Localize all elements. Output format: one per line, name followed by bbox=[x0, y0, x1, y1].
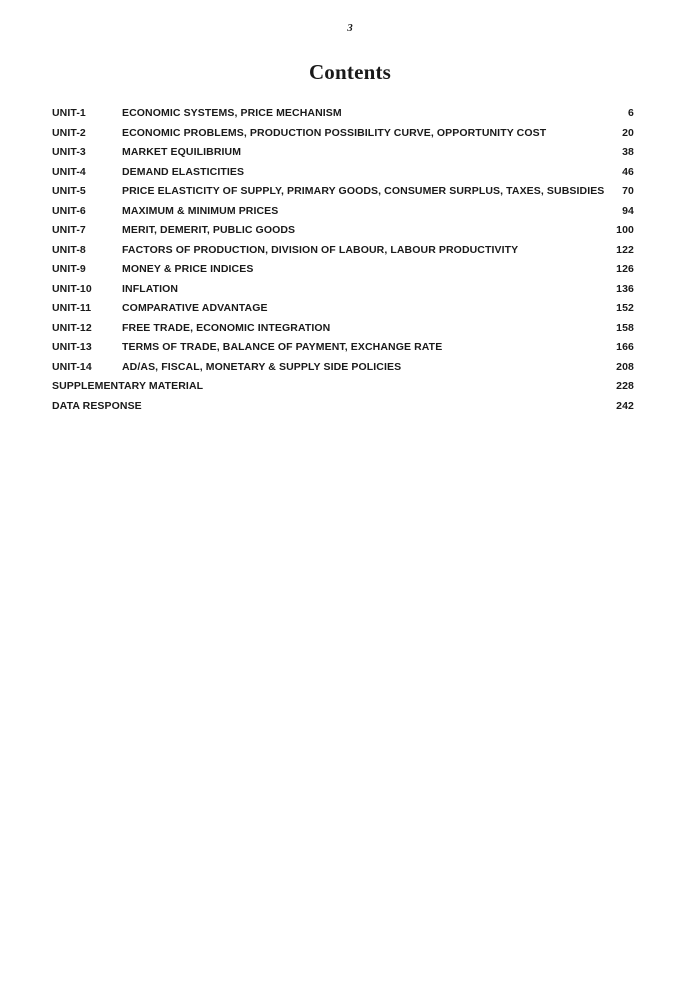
toc-entry-title: TERMS OF TRADE, BALANCE OF PAYMENT, EXCHANGE RATE bbox=[122, 341, 443, 353]
page-number: 3 bbox=[347, 22, 353, 34]
toc-unit-label: UNIT-12 bbox=[52, 321, 92, 334]
toc-unit-label: UNIT-1 bbox=[52, 107, 86, 119]
toc-entry-title: FREE TRADE, ECONOMIC INTEGRATION bbox=[122, 321, 331, 334]
toc-entry-unit-7[interactable] bbox=[52, 221, 634, 241]
toc-unit-label: UNIT-9 bbox=[52, 263, 86, 275]
toc-entry-title: MERIT, DEMERIT, PUBLIC GOODS bbox=[122, 224, 296, 236]
toc-entry-unit-9[interactable] bbox=[52, 260, 634, 280]
toc-unit-label: UNIT-14 bbox=[52, 360, 92, 373]
toc-unit-label: UNIT-6 bbox=[52, 204, 86, 217]
toc-unit-label: UNIT-10 bbox=[52, 282, 92, 295]
toc-entry-supplementary-material[interactable] bbox=[52, 377, 634, 397]
toc-unit-label: UNIT-4 bbox=[52, 165, 86, 178]
table-of-contents bbox=[52, 104, 634, 416]
toc-page-number: 20 bbox=[622, 126, 634, 139]
toc-unit-label: UNIT-7 bbox=[52, 224, 86, 236]
toc-entry-unit-14[interactable] bbox=[52, 358, 634, 378]
toc-entry-title: ECONOMIC PROBLEMS, PRODUCTION POSSIBILITY CURVE, OPPORTUNITY COST bbox=[122, 126, 547, 139]
toc-entry-unit-4[interactable] bbox=[52, 163, 634, 183]
toc-page-number: 70 bbox=[622, 185, 634, 197]
toc-entry-title: FACTORS OF PRODUCTION, DIVISION OF LABOUR, LABOUR PRODUCTIVITY bbox=[122, 243, 519, 256]
toc-page-number: 208 bbox=[616, 360, 634, 373]
toc-page-number: 152 bbox=[616, 302, 634, 314]
toc-unit-label: UNIT-5 bbox=[52, 185, 86, 197]
toc-entry-unit-13[interactable] bbox=[52, 338, 634, 358]
toc-entry-title: MARKET EQUILIBRIUM bbox=[122, 146, 242, 158]
toc-entry-unit-11[interactable] bbox=[52, 299, 634, 319]
toc-unit-label: UNIT-13 bbox=[52, 341, 92, 353]
toc-entry-title: ECONOMIC SYSTEMS, PRICE MECHANISM bbox=[122, 107, 342, 119]
toc-page-number: 94 bbox=[622, 204, 634, 217]
toc-entry-unit-8[interactable] bbox=[52, 241, 634, 261]
toc-page-number: 122 bbox=[616, 243, 634, 256]
toc-entry-title: COMPARATIVE ADVANTAGE bbox=[122, 302, 268, 314]
toc-unit-label: UNIT-8 bbox=[52, 243, 86, 256]
toc-entry-title: MONEY & PRICE INDICES bbox=[122, 263, 254, 275]
toc-entry-title: INFLATION bbox=[122, 282, 179, 295]
toc-entry-unit-1[interactable] bbox=[52, 104, 634, 124]
toc-entry-unit-5[interactable] bbox=[52, 182, 634, 202]
toc-page-number: 242 bbox=[616, 399, 634, 412]
toc-page-number: 126 bbox=[616, 263, 634, 275]
toc-page-number: 228 bbox=[616, 380, 634, 392]
toc-unit-label: UNIT-2 bbox=[52, 126, 86, 139]
toc-page-number: 6 bbox=[628, 107, 634, 119]
toc-unit-label: UNIT-3 bbox=[52, 146, 86, 158]
toc-entry-title: PRICE ELASTICITY OF SUPPLY, PRIMARY GOODS, CONSUMER SURPLUS, TAXES, SUBSIDIES bbox=[122, 185, 605, 197]
toc-entry-unit-2[interactable] bbox=[52, 124, 634, 144]
toc-entry-title: MAXIMUM & MINIMUM PRICES bbox=[122, 204, 279, 217]
toc-entry-title: DEMAND ELASTICITIES bbox=[122, 165, 245, 178]
toc-page-number: 46 bbox=[622, 165, 634, 178]
toc-entry-unit-10[interactable] bbox=[52, 280, 634, 300]
toc-entry-title: AD/AS, FISCAL, MONETARY & SUPPLY SIDE POLICIES bbox=[122, 360, 402, 373]
toc-page-number: 100 bbox=[616, 224, 634, 236]
toc-page-number: 136 bbox=[616, 282, 634, 295]
toc-page-number: 158 bbox=[616, 321, 634, 334]
toc-unit-label: UNIT-11 bbox=[52, 302, 92, 314]
toc-page-number: 38 bbox=[622, 146, 634, 158]
toc-entry-unit-12[interactable] bbox=[52, 319, 634, 339]
toc-entry-title: DATA RESPONSE bbox=[52, 399, 142, 412]
toc-entry-unit-6[interactable] bbox=[52, 202, 634, 222]
page-title: Contents bbox=[308, 60, 392, 84]
toc-entry-unit-3[interactable] bbox=[52, 143, 634, 163]
toc-page-number: 166 bbox=[616, 341, 634, 353]
toc-entry-title: SUPPLEMENTARY MATERIAL bbox=[52, 380, 204, 392]
toc-entry-data-response[interactable] bbox=[52, 397, 634, 417]
